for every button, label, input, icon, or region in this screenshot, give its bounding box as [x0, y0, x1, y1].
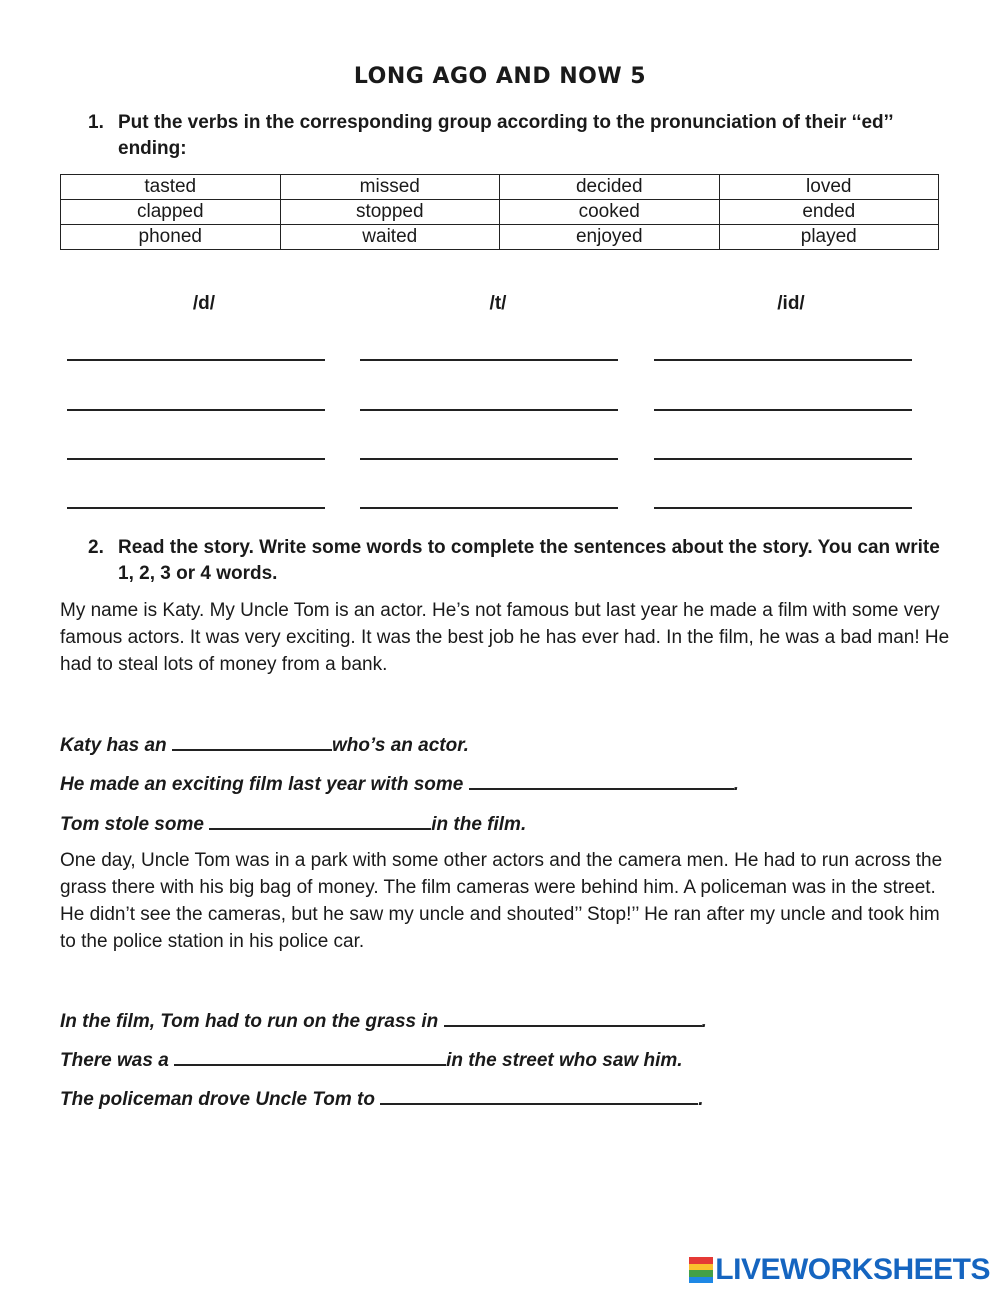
table-cell: waited — [280, 225, 500, 250]
sentence-text: The policeman drove Uncle Tom to — [60, 1089, 375, 1110]
answer-line-id-1[interactable] — [654, 359, 912, 361]
table-cell: enjoyed — [500, 225, 720, 250]
answer-line-d-4[interactable] — [67, 507, 325, 509]
worksheet-title: LONG AGO AND NOW 5 — [353, 64, 647, 89]
fill-blank[interactable] — [172, 732, 332, 751]
table-row — [61, 200, 939, 225]
group-heading-d: /d/ — [192, 293, 216, 314]
sentence-text: who’s an actor. — [331, 735, 469, 756]
sentence-text: In the film, Tom had to run on the grass in — [60, 1011, 439, 1032]
verb-table — [60, 174, 939, 250]
sentence-text: . — [698, 1089, 704, 1110]
sentence-text: He made an exciting film last year with some — [60, 774, 464, 795]
sentence-6 — [60, 1086, 704, 1111]
sentence-text: . — [701, 1011, 707, 1032]
answer-line-t-1[interactable] — [360, 359, 618, 361]
question-1-instruction — [88, 110, 958, 164]
sentence-text: Tom stole some — [60, 814, 204, 835]
table-cell: ended — [719, 200, 939, 225]
sentence-5 — [60, 1047, 683, 1072]
sentence-text: Katy has an — [60, 735, 167, 756]
table-cell: loved — [719, 175, 939, 200]
question-number: 1. — [88, 112, 104, 133]
table-cell: cooked — [500, 200, 720, 225]
table-row — [61, 225, 939, 250]
answer-line-id-4[interactable] — [654, 507, 912, 509]
table-cell: tasted — [61, 175, 281, 200]
logo-icon — [689, 1257, 713, 1283]
fill-blank[interactable] — [444, 1008, 702, 1027]
logo-color-block — [689, 1277, 713, 1284]
table-row — [61, 175, 939, 200]
sentence-text: in the film. — [431, 814, 527, 835]
liveworksheets-logo — [689, 1253, 990, 1287]
question-text: Read the story. Write some words to complete the sentences about the story. You can write 1, 2, 3 or 4 words. — [118, 537, 940, 584]
answer-line-t-4[interactable] — [360, 507, 618, 509]
table-cell: phoned — [61, 225, 281, 250]
answer-line-t-3[interactable] — [360, 458, 618, 460]
answer-line-id-3[interactable] — [654, 458, 912, 460]
question-2-instruction — [88, 535, 958, 589]
sentence-text: . — [733, 774, 739, 795]
answer-line-d-1[interactable] — [67, 359, 325, 361]
table-cell: clapped — [61, 200, 281, 225]
table-cell: stopped — [280, 200, 500, 225]
fill-blank[interactable] — [174, 1047, 446, 1066]
fill-blank[interactable] — [380, 1086, 698, 1105]
table-cell: missed — [280, 175, 500, 200]
story-paragraph-2: One day, Uncle Tom was in a park with some other actors and the camera men. He had to run across the grass there with his big bag of money. The film cameras were behind him. A policeman was in the street. He didn’t see the cameras, but he saw my uncle and shouted’’ Stop!’’ He ran after my uncle and took him to the police station in his police car. — [60, 850, 943, 952]
sentence-text: in the street who saw him. — [446, 1050, 683, 1071]
table-cell: decided — [500, 175, 720, 200]
question-text: Put the verbs in the corresponding group according to the pronunciation of their ‘‘ed’’ ending: — [118, 112, 893, 159]
answer-line-d-2[interactable] — [67, 409, 325, 411]
sentence-1 — [60, 732, 469, 757]
table-cell: played — [719, 225, 939, 250]
sentence-3 — [60, 811, 526, 836]
group-heading-id: /id/ — [777, 293, 805, 314]
sentence-4 — [60, 1008, 707, 1033]
group-heading-t: /t/ — [489, 293, 507, 314]
sentence-text: There was a — [60, 1050, 169, 1071]
answer-line-id-2[interactable] — [654, 409, 912, 411]
fill-blank[interactable] — [209, 811, 431, 830]
logo-text: LIVEWORKSHEETS — [715, 1253, 990, 1286]
story-paragraph-1: My name is Katy. My Uncle Tom is an actor. He’s not famous but last year he made a film with some very famous actors. It was very exciting. It was the best job he has ever had. In the film, he was a bad man! He had to steal lots of money from a bank. — [60, 600, 950, 675]
answer-line-d-3[interactable] — [67, 458, 325, 460]
answer-line-t-2[interactable] — [360, 409, 618, 411]
fill-blank[interactable] — [469, 771, 734, 790]
sentence-2 — [60, 771, 739, 796]
question-number: 2. — [88, 537, 104, 558]
